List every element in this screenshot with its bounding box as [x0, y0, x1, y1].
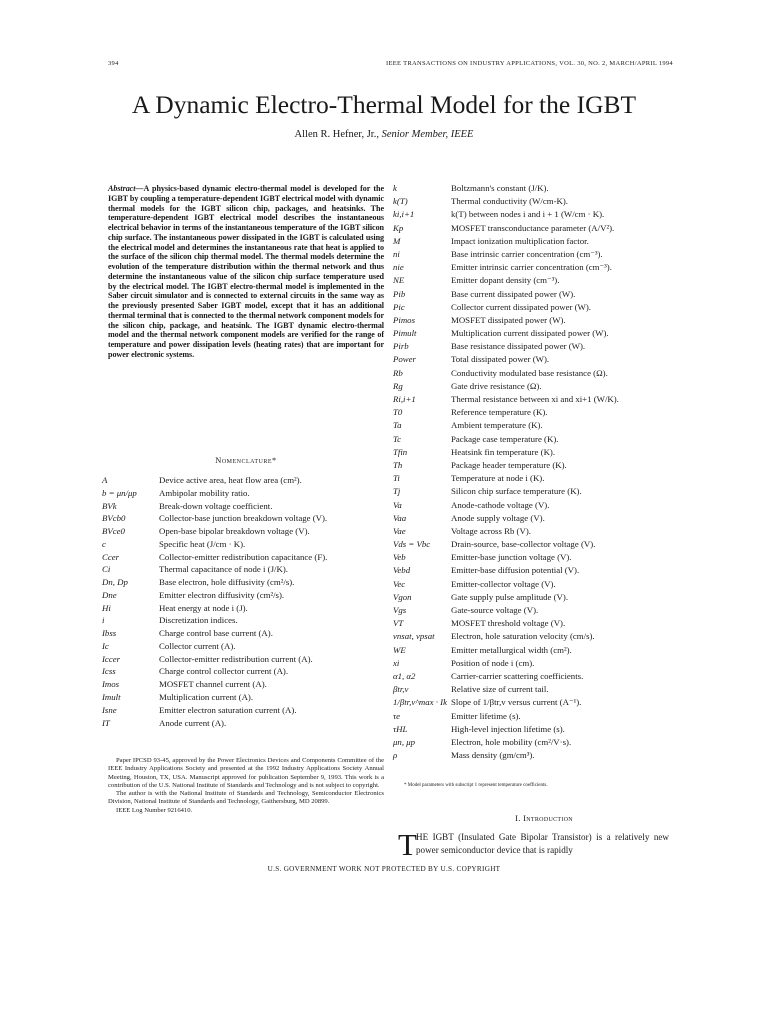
nomenclature-symbol: 1/βtr,v^max · Ik: [393, 697, 448, 708]
nomenclature-description: Emitter-base diffusion potential (V).: [451, 565, 580, 576]
nomenclature-row: [393, 473, 683, 486]
nomenclature-row: [393, 262, 683, 275]
nomenclature-row: [393, 302, 683, 315]
page-number: 394: [108, 60, 119, 67]
nomenclature-description: Discretization indices.: [159, 615, 238, 626]
nomenclature-description: Carrier-carrier scattering coefficients.: [451, 670, 584, 681]
nomenclature-symbol: Vec: [393, 578, 406, 589]
nomenclature-description: Base electron, hole diffusivity (cm²/s).: [159, 577, 295, 588]
nomenclature-row: [393, 592, 683, 605]
nomenclature-description: k(T) between nodes i and i + 1 (W/cm · K).: [451, 209, 605, 220]
nomenclature-description: Electron, hole mobility (cm²/V·s).: [451, 736, 572, 747]
nomenclature-description: Emitter-collector voltage (V).: [451, 578, 556, 589]
nomenclature-description: Package case temperature (K).: [451, 433, 559, 444]
nomenclature-row: [393, 223, 683, 236]
nomenclature-symbol: Pib: [393, 288, 406, 299]
nomenclature-row: [102, 692, 378, 705]
nomenclature-row: [393, 341, 683, 354]
nomenclature-description: Anode supply voltage (V).: [451, 512, 545, 523]
running-header: [108, 60, 673, 72]
nomenclature-description: Emitter lifetime (s).: [451, 710, 521, 721]
nomenclature-row: [393, 565, 683, 578]
nomenclature-row: [393, 645, 683, 658]
nomenclature-symbol: ki,i+1: [393, 209, 415, 220]
author-name: Allen R. Hefner, Jr.,: [294, 129, 379, 140]
nomenclature-symbol: k(T): [393, 196, 408, 207]
nomenclature-row: [102, 654, 378, 667]
nomenclature-row: [102, 679, 378, 692]
nomenclature-symbol: b = μn/μp: [102, 487, 137, 498]
nomenclature-row: [393, 420, 683, 433]
nomenclature-symbol: WE: [393, 644, 406, 655]
nomenclature-row: [393, 697, 683, 710]
nomenclature-symbol: VT: [393, 618, 404, 629]
nomenclature-row: [102, 590, 378, 603]
nomenclature-symbol: Iccer: [102, 653, 121, 664]
nomenclature-symbol: k: [393, 183, 397, 193]
nomenclature-description: MOSFET dissipated power (W).: [451, 314, 566, 325]
nomenclature-row: [102, 552, 378, 565]
nomenclature-symbol: Ta: [393, 420, 402, 431]
nomenclature-symbol: μn, μp: [393, 736, 416, 747]
nomenclature-symbol: BVce0: [102, 526, 125, 537]
nomenclature-description: Device active area, heat flow area (cm²).: [159, 475, 302, 485]
nomenclature-description: Base intrinsic carrier concentration (cm⁻³).: [451, 248, 603, 259]
nomenclature-symbol: A: [102, 475, 108, 485]
nomenclature-row: [393, 354, 683, 367]
nomenclature-row: [393, 737, 683, 750]
nomenclature-description: Gate-source voltage (V).: [451, 605, 539, 615]
nomenclature-description: Heat energy at node i (J).: [159, 602, 248, 613]
nomenclature-row: [393, 671, 683, 684]
nomenclature-description: Drain-source, base-collector voltage (V).: [451, 539, 596, 550]
nomenclature-row: [393, 196, 683, 209]
nomenclature-symbol: Imos: [102, 679, 120, 690]
nomenclature-symbol: Vaa: [393, 512, 407, 523]
nomenclature-description: Emitter dopant density (cm⁻³).: [451, 275, 560, 286]
nomenclature-description: Electron, hole saturation velocity (cm/s).: [451, 631, 595, 642]
nomenclature-description: Temperature at node i (K).: [451, 473, 545, 484]
nomenclature-description: Collector current (A).: [159, 640, 236, 651]
nomenclature-description: Collector-emitter redistribution current (A).: [159, 653, 313, 664]
nomenclature-row: [393, 486, 683, 499]
nomenclature-row: [393, 236, 683, 249]
nomenclature-symbol: Vae: [393, 525, 406, 536]
nomenclature-row: [102, 615, 378, 628]
nomenclature-row: [102, 564, 378, 577]
nomenclature-symbol: βtr,v: [393, 684, 409, 695]
nomenclature-row: [393, 513, 683, 526]
nomenclature-row: [102, 501, 378, 514]
nomenclature-row: [102, 603, 378, 616]
nomenclature-description: Charge control base current (A).: [159, 628, 273, 639]
nomenclature-row: [102, 666, 378, 679]
nomenclature-symbol: Icss: [102, 666, 116, 677]
nomenclature-description: Emitter-base junction voltage (V).: [451, 552, 572, 563]
author-line: [0, 129, 768, 140]
nomenclature-description: Position of node i (cm).: [451, 657, 535, 668]
nomenclature-row: [102, 513, 378, 526]
nomenclature-description: MOSFET channel current (A).: [159, 679, 267, 690]
nomenclature-row: [102, 526, 378, 539]
nomenclature-row: [393, 539, 683, 552]
nomenclature-symbol: Vgon: [393, 591, 412, 602]
nomenclature-symbol: Rg: [393, 380, 403, 391]
nomenclature-description: Emitter intrinsic carrier concentration (cm⁻³).: [451, 262, 612, 273]
nomenclature-description: Multiplication current dissipated power (W).: [451, 328, 609, 339]
nomenclature-symbol: Rb: [393, 367, 403, 378]
abstract-lead: Abstract—: [108, 184, 144, 193]
nomenclature-row: [393, 750, 683, 763]
nomenclature-symbol: Power: [393, 354, 416, 365]
nomenclature-description: MOSFET transconductance parameter (A/V²).: [451, 222, 615, 233]
nomenclature-symbol: c: [102, 538, 106, 549]
nomenclature-description: High-level injection lifetime (s).: [451, 723, 565, 734]
nomenclature-row: [393, 209, 683, 222]
nomenclature-description: Break-down voltage coefficient.: [159, 500, 273, 511]
nomenclature-symbol: Hi: [102, 602, 111, 613]
nomenclature-description: Base resistance dissipated power (W).: [451, 341, 586, 352]
nomenclature-symbol: BVk: [102, 500, 117, 511]
nomenclature-row: [102, 641, 378, 654]
nomenclature-description: Anode-cathode voltage (V).: [451, 499, 550, 510]
nomenclature-row: [393, 328, 683, 341]
nomenclature-description: Package header temperature (K).: [451, 459, 567, 470]
nomenclature-row: [102, 577, 378, 590]
nomenclature-symbol: BVcb0: [102, 513, 126, 524]
nomenclature-symbol: τHL: [393, 723, 408, 734]
nomenclature-symbol: IT: [102, 717, 110, 728]
nomenclature-symbol: NE: [393, 275, 405, 286]
abstract: [108, 184, 384, 360]
nomenclature-symbol: ρ: [393, 750, 398, 761]
nomenclature-row: [393, 434, 683, 447]
nomenclature-row: [102, 488, 378, 501]
paper-note-paragraph: IEEE Log Number 9216410.: [116, 806, 193, 814]
nomenclature-description: Thermal conductivity (W/cm-K).: [451, 196, 569, 207]
nomenclature-description: Slope of 1/βtr,v versus current (A⁻¹).: [451, 697, 582, 708]
nomenclature-row: [102, 539, 378, 552]
nomenclature-symbol: Imult: [102, 692, 121, 703]
nomenclature-symbol: Tfin: [393, 446, 408, 457]
nomenclature-description: Emitter electron diffusivity (cm²/s).: [159, 589, 285, 600]
nomenclature-list-right: [393, 183, 683, 763]
nomenclature-row: [393, 460, 683, 473]
paper-footnote: [108, 757, 384, 815]
nomenclature-description: Collector current dissipated power (W).: [451, 301, 591, 312]
journal-name: IEEE TRANSACTIONS ON INDUSTRY APPLICATIONS, VOL. 30, NO. 2, MARCH/APRIL 1994: [386, 60, 673, 67]
nomenclature-symbol: Ti: [393, 473, 400, 484]
nomenclature-symbol: α1, α2: [393, 670, 416, 681]
nomenclature-symbol: ni: [393, 248, 400, 259]
nomenclature-row: [393, 249, 683, 262]
nomenclature-symbol: Tc: [393, 433, 401, 444]
nomenclature-symbol: Ri,i+1: [393, 394, 416, 404]
nomenclature-row: [393, 684, 683, 697]
nomenclature-row: [393, 526, 683, 539]
nomenclature-row: [393, 631, 683, 644]
nomenclature-symbol: vnsat, vpsat: [393, 631, 435, 642]
nomenclature-symbol: T0: [393, 407, 403, 418]
paper-note-paragraph: Paper IPCSD 93-45, approved by the Power Electronics Devices and Components Committee of the IEEE Industry Applications Society and presented at the 1992 Industry Applications Society Annual Meeting, Houston, TX, USA. Manuscript approved for publication September 9, 1993. This work is a contribution of the U.S. National Institute of Standards and Technology and is not subject to copyright.: [108, 757, 384, 789]
nomenclature-description: Silicon chip surface temperature (K).: [451, 486, 582, 497]
nomenclature-description: Gate drive resistance (Ω).: [451, 380, 542, 391]
nomenclature-symbol: Th: [393, 459, 403, 470]
nomenclature-symbol: Pimult: [393, 328, 417, 339]
nomenclature-row: [102, 475, 378, 488]
nomenclature-symbol: Pimos: [393, 314, 415, 325]
author-grade: Senior Member, IEEE: [381, 129, 474, 140]
nomenclature-description: Charge control collector current (A).: [159, 666, 289, 677]
copyright-footer: U.S. GOVERNMENT WORK NOT PROTECTED BY U.S. COPYRIGHT: [267, 865, 501, 873]
intro-text: HE IGBT (Insulated Gate Bipolar Transistor) is a relatively new power semiconductor device that is rapidly: [416, 832, 669, 855]
nomenclature-symbol: Vebd: [393, 565, 411, 576]
section-heading: I. Introduction: [515, 813, 573, 823]
nomenclature-symbol: Ibss: [102, 628, 117, 639]
nomenclature-footnote: * Model parameters with subscript 1 represent temperature coefficients.: [404, 783, 548, 788]
nomenclature-description: Base current dissipated power (W).: [451, 288, 576, 299]
nomenclature-row: [393, 275, 683, 288]
nomenclature-row: [393, 407, 683, 420]
nomenclature-symbol: Vds = Vbc: [393, 539, 431, 550]
nomenclature-row: [393, 381, 683, 394]
nomenclature-description: Gate supply pulse amplitude (V).: [451, 591, 569, 602]
nomenclature-list-left: [102, 475, 378, 730]
nomenclature-row: [393, 183, 683, 196]
nomenclature-row: [393, 579, 683, 592]
nomenclature-symbol: Ci: [102, 564, 111, 575]
nomenclature-symbol: xi: [393, 657, 400, 668]
nomenclature-description: Anode current (A).: [159, 717, 227, 728]
nomenclature-description: Open-base bipolar breakdown voltage (V).: [159, 526, 310, 537]
nomenclature-description: Impact ionization multiplication factor.: [451, 235, 589, 246]
nomenclature-symbol: i: [102, 615, 105, 626]
nomenclature-symbol: Pic: [393, 301, 405, 312]
nomenclature-symbol: Ic: [102, 640, 109, 651]
nomenclature-symbol: Dn, Dp: [102, 577, 128, 588]
nomenclature-row: [393, 368, 683, 381]
nomenclature-symbol: Veb: [393, 552, 406, 563]
nomenclature-symbol: nie: [393, 262, 404, 273]
nomenclature-symbol: M: [393, 235, 401, 246]
nomenclature-description: Thermal capacitance of node i (J/K).: [159, 564, 288, 575]
abstract-body: A physics-based dynamic electro-thermal model is developed for the IGBT by coupling a temperature-dependent IGBT electrical model with dynamic thermal models for the IGBT silicon chip, packages, and heatsinks. The temperature-dependent IGBT electrical model describes the instantaneous electrical behavior in terms of the instantaneous temperature of the IGBT silicon chip surface. The instantaneous power dissipated in the IGBT is calculated using the electrical model and determines the instantaneous rate that heat is applied to the surface of the silicon chip thermal model. The thermal models determine the evolution of the temperature distribution within the thermal network and thus determine the instantaneous value of the silicon chip surface temperature used by the electrical model. The IGBT electro-thermal model is implemented in the Saber circuit simulator and is connected to external circuits in the same way as the previously presented Saber IGBT model, except that it has an additional thermal terminal that is connected to the thermal network component models for the silicon chip, package, and heatsink. The IGBT dynamic electro-thermal model and the thermal network component models are verified for the range of temperature and power dissipation levels (heating rates) that are important for power electronic systems.: [108, 184, 384, 359]
nomenclature-description: Multiplication current (A).: [159, 692, 254, 703]
paper-title: A Dynamic Electro-Thermal Model for the IGBT: [131, 90, 637, 119]
nomenclature-description: Ambipolar mobility ratio.: [159, 487, 250, 498]
nomenclature-description: Collector-base junction breakdown voltage (V).: [159, 513, 328, 524]
drop-cap: T: [398, 827, 417, 862]
nomenclature-row: [393, 724, 683, 737]
nomenclature-heading: Nomenclature*: [215, 456, 277, 465]
nomenclature-description: Reference temperature (K).: [451, 407, 548, 418]
nomenclature-row: [393, 500, 683, 513]
nomenclature-description: Thermal resistance between xi and xi+1 (W/K).: [451, 394, 619, 404]
nomenclature-description: Ambient temperature (K).: [451, 420, 543, 431]
nomenclature-symbol: Kp: [393, 222, 404, 233]
nomenclature-row: [393, 618, 683, 631]
nomenclature-description: Relative size of current tail.: [451, 684, 549, 695]
nomenclature-symbol: Ccer: [102, 551, 120, 562]
nomenclature-row: [393, 552, 683, 565]
nomenclature-description: Conductivity modulated base resistance (Ω).: [451, 367, 608, 378]
nomenclature-row: [393, 658, 683, 671]
nomenclature-description: Emitter electron saturation current (A).: [159, 704, 297, 715]
nomenclature-row: [393, 447, 683, 460]
nomenclature-row: [393, 394, 683, 407]
nomenclature-description: Total dissipated power (W).: [451, 354, 550, 365]
nomenclature-description: Emitter metallurgical width (cm²).: [451, 644, 572, 655]
nomenclature-row: [393, 711, 683, 724]
paper-note-paragraph: The author is with the National Institute of Standards and Technology, Semiconductor Electronics Division, National Institute of Standards and Technology, Gaithersburg, MD 20899.: [108, 790, 384, 806]
nomenclature-symbol: Va: [393, 499, 402, 510]
nomenclature-description: Specific heat (J/cm · K).: [159, 538, 246, 549]
nomenclature-description: Mass density (gm/cm³).: [451, 750, 535, 761]
nomenclature-symbol: Vgs: [393, 605, 407, 615]
nomenclature-symbol: Tj: [393, 486, 401, 497]
nomenclature-symbol: τe: [393, 710, 401, 721]
nomenclature-row: [102, 705, 378, 718]
nomenclature-description: Heatsink fin temperature (K).: [451, 446, 556, 457]
nomenclature-row: [393, 605, 683, 618]
nomenclature-row: [102, 628, 378, 641]
nomenclature-description: Boltzmann's constant (J/K).: [451, 183, 549, 193]
nomenclature-row: [102, 718, 378, 731]
nomenclature-symbol: Pirb: [393, 341, 409, 352]
nomenclature-symbol: Dne: [102, 589, 117, 600]
nomenclature-description: MOSFET threshold voltage (V).: [451, 618, 566, 629]
nomenclature-row: [393, 315, 683, 328]
nomenclature-row: [393, 289, 683, 302]
nomenclature-symbol: Isne: [102, 704, 117, 715]
nomenclature-description: Collector-emitter redistribution capacitance (F).: [159, 551, 328, 562]
nomenclature-description: Voltage across Rb (V).: [451, 525, 531, 536]
